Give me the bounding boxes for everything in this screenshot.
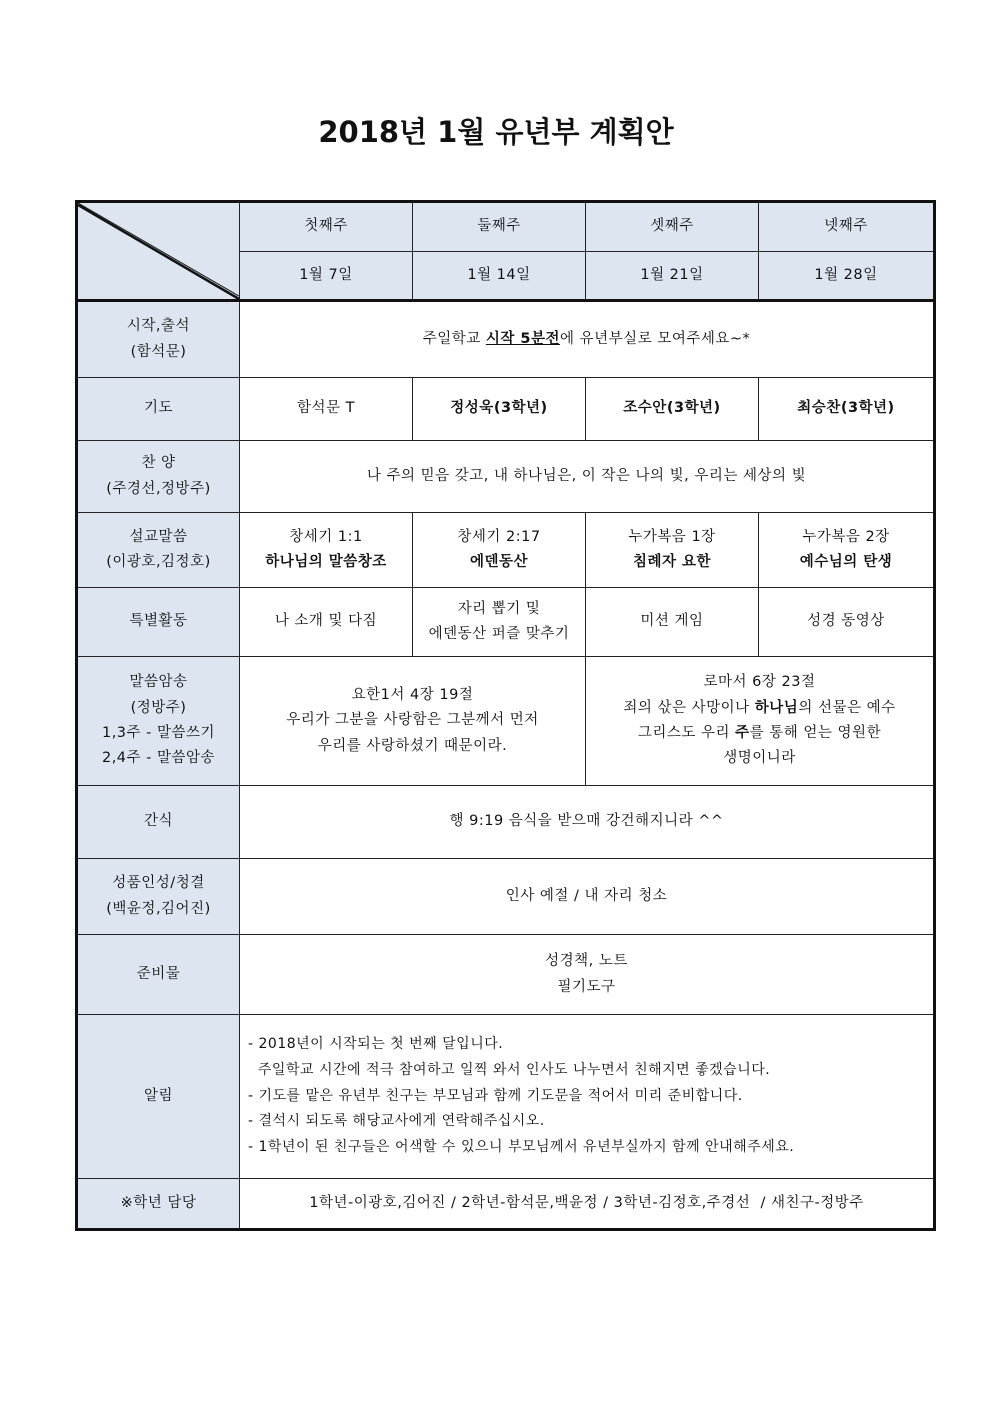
praise-label: 찬 양 (주경선,정방주) bbox=[77, 441, 240, 513]
sermon-row bbox=[77, 513, 935, 588]
prayer-label: 기도 bbox=[77, 378, 240, 441]
week-date-3: 1월 21일 bbox=[586, 252, 759, 301]
sermon-cell-1: 창세기 1:1 하나님의 말씀창조 bbox=[240, 513, 413, 588]
activity-cell-2: 자리 뽑기 및 에덴동산 퍼즐 맞추기 bbox=[413, 588, 586, 657]
grades-row bbox=[77, 1179, 935, 1230]
notice-line-3: - 기도를 맡은 유년부 친구는 부모님과 함께 기도문을 적어서 미리 준비합니다. bbox=[248, 1087, 743, 1104]
memory-row bbox=[77, 657, 935, 786]
notice-line-1: - 2018년이 시작되는 첫 번째 달입니다. bbox=[248, 1035, 504, 1052]
week-date-2: 1월 14일 bbox=[413, 252, 586, 301]
week-label-2: 둘째주 bbox=[413, 202, 586, 252]
memory-label: 말씀암송 (정방주) 1,3주 - 말씀쓰기 2,4주 - 말씀암송 bbox=[77, 657, 240, 786]
activity-row bbox=[77, 588, 935, 657]
week-label-4: 넷째주 bbox=[759, 202, 935, 252]
activity-cell-4: 성경 동영상 bbox=[759, 588, 935, 657]
prayer-cell-1: 함석문 T bbox=[240, 378, 413, 441]
activity-cell-3: 미션 게임 bbox=[586, 588, 759, 657]
activity-cell-1: 나 소개 및 다짐 bbox=[240, 588, 413, 657]
supplies-row bbox=[77, 935, 935, 1015]
week-header-row bbox=[77, 202, 935, 252]
prayer-cell-2: 정성욱(3학년) bbox=[413, 378, 586, 441]
corner-cell bbox=[77, 202, 240, 301]
prayer-row bbox=[77, 378, 935, 441]
week-label-3: 셋째주 bbox=[586, 202, 759, 252]
snack-row bbox=[77, 786, 935, 859]
start-label: 시작,출석 (함석문) bbox=[77, 301, 240, 378]
praise-text: 나 주의 믿음 갖고, 내 하나님은, 이 작은 나의 빛, 우리는 세상의 빛 bbox=[240, 441, 935, 513]
supplies-text: 성경책, 노트 필기도구 bbox=[240, 935, 935, 1015]
prayer-cell-3: 조수안(3학년) bbox=[586, 378, 759, 441]
notice-text bbox=[240, 1015, 935, 1179]
start-emphasis: 시작 5분전 bbox=[485, 330, 561, 347]
notice-line-4: - 결석시 되도록 해당교사에게 연락해주십시오. bbox=[248, 1113, 545, 1130]
page-title: 2018년 1월 유년부 계획안 bbox=[318, 115, 674, 149]
week-date-4: 1월 28일 bbox=[759, 252, 935, 301]
plan-table bbox=[75, 200, 936, 1231]
start-text: 주일학교 시작 5분전에 유년부실로 모여주세요~* bbox=[240, 301, 935, 378]
notice-line-5: - 1학년이 된 친구들은 어색할 수 있으니 부모님께서 유년부실까지 함께 안내해주세요. bbox=[248, 1139, 795, 1156]
sermon-cell-2: 창세기 2:17 에덴동산 bbox=[413, 513, 586, 588]
activity-label: 특별활동 bbox=[77, 588, 240, 657]
notice-label: 알림 bbox=[77, 1015, 240, 1179]
week-date-1: 1월 7일 bbox=[240, 252, 413, 301]
praise-row bbox=[77, 441, 935, 513]
notice-row bbox=[77, 1015, 935, 1179]
week-label-1: 첫째주 bbox=[240, 202, 413, 252]
snack-label: 간식 bbox=[77, 786, 240, 859]
sermon-cell-4: 누가복음 2장 예수님의 탄생 bbox=[759, 513, 935, 588]
memory-verse-left: 요한1서 4장 19절 우리가 그분을 사랑함은 그분께서 먼저 우리를 사랑하셨기 때문이라. bbox=[240, 657, 586, 786]
start-row bbox=[77, 301, 935, 378]
sermon-label: 설교말씀 (이광호,김정호) bbox=[77, 513, 240, 588]
character-text: 인사 예절 / 내 자리 청소 bbox=[240, 859, 935, 935]
character-label: 성품인성/청결 (백윤정,김어진) bbox=[77, 859, 240, 935]
diagonal-line bbox=[78, 203, 239, 299]
prayer-cell-4: 최승찬(3학년) bbox=[759, 378, 935, 441]
memory-verse-right: 로마서 6장 23절 죄의 삯은 사망이나 하나님의 선물은 예수 그리스도 우리 주를 통해 얻는 영원한 생명이니라 bbox=[586, 657, 935, 786]
grades-label: ※학년 담당 bbox=[77, 1179, 240, 1230]
notice-line-2: 주일학교 시간에 적극 참여하고 일찍 와서 인사도 나누면서 친해지면 좋겠습니다. bbox=[248, 1061, 771, 1078]
supplies-label: 준비물 bbox=[77, 935, 240, 1015]
grades-text: 1학년-이광호,김어진 / 2학년-함석문,백윤정 / 3학년-김정호,주경선 / 새친구-정방주 bbox=[240, 1179, 935, 1230]
sermon-cell-3: 누가복음 1장 침례자 요한 bbox=[586, 513, 759, 588]
snack-text: 행 9:19 음식을 받으매 강건해지니라 ^^ bbox=[240, 786, 935, 859]
character-row bbox=[77, 859, 935, 935]
